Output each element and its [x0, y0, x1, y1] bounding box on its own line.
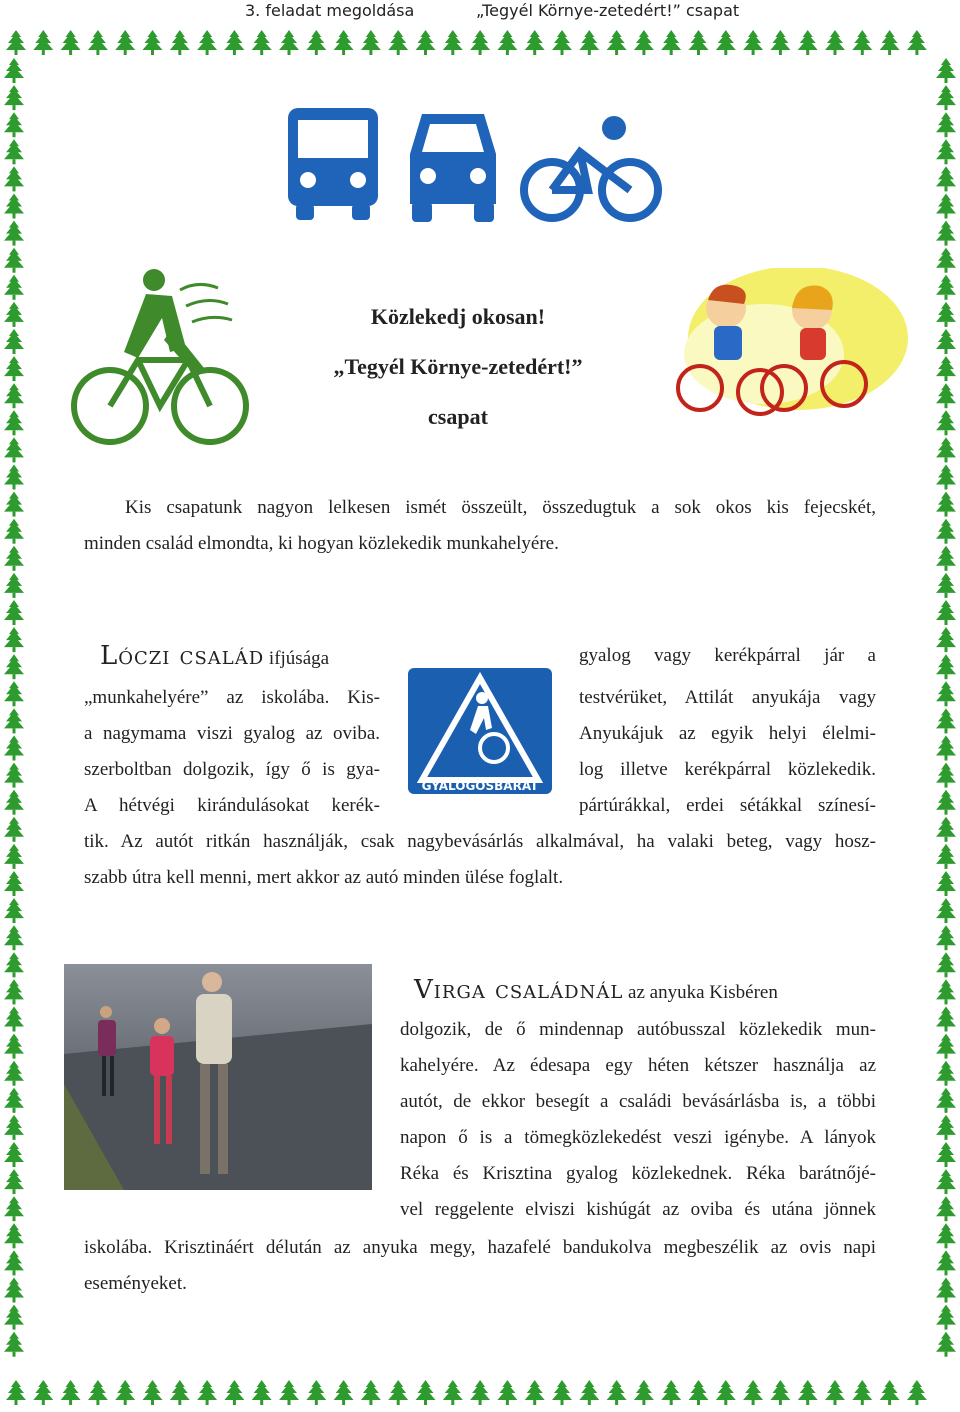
pine-tree-icon: [306, 30, 326, 55]
pine-tree-icon: [525, 30, 545, 55]
pine-tree-icon: [4, 302, 24, 327]
pine-tree-icon: [497, 30, 517, 55]
pine-tree-icon: [936, 1169, 956, 1194]
loczi-left-3: szerboltban dolgozik, így ő is gya-: [84, 759, 380, 780]
pine-tree-icon: [388, 30, 408, 55]
pine-tree-icon: [936, 790, 956, 815]
pine-tree-icon: [279, 1380, 299, 1405]
header-right: „Tegyél Környe-zetedért!” csapat: [476, 1, 740, 20]
pine-tree-icon: [4, 58, 24, 83]
pine-tree-icon: [4, 736, 24, 761]
virga-full-1: eseményeket.: [84, 1273, 187, 1294]
pine-tree-icon: [361, 30, 381, 55]
pine-tree-icon: [689, 30, 709, 55]
pine-tree-icon: [936, 1278, 956, 1303]
pine-tree-icon: [936, 221, 956, 246]
loczi-left-0: ifjúsága: [268, 648, 330, 669]
loczi-right-1: testvérüket, Attilát anyukája vagy: [579, 687, 876, 708]
virga-line-0: dolgozik, de ő mindennap autóbusszal közlekedik mun-: [400, 1019, 876, 1040]
pine-tree-icon: [4, 139, 24, 164]
pine-tree-icon: [936, 844, 956, 869]
pine-tree-icon: [743, 1380, 763, 1405]
pine-tree-icon: [4, 1169, 24, 1194]
pine-tree-icon: [6, 1380, 26, 1405]
pine-tree-icon: [936, 1088, 956, 1113]
pine-tree-icon: [936, 302, 956, 327]
pine-tree-icon: [4, 1305, 24, 1330]
pine-tree-icon: [6, 30, 26, 55]
pine-tree-icon: [579, 1380, 599, 1405]
pine-tree-icon: [33, 1380, 53, 1405]
pine-tree-icon: [936, 58, 956, 83]
pine-tree-icon: [936, 1196, 956, 1221]
title-line-2: „Tegyél Környe-zetedért!”: [333, 354, 583, 379]
title-line-3: csapat: [428, 404, 488, 429]
pine-tree-icon: [936, 85, 956, 110]
pine-tree-icon: [252, 30, 272, 55]
pine-tree-icon: [197, 1380, 217, 1405]
family-walking-photo: [64, 964, 372, 1190]
pine-tree-icon: [470, 30, 490, 55]
pine-tree-icon: [936, 519, 956, 544]
pine-tree-icon: [634, 1380, 654, 1405]
loczi-left-1: „munkahelyére” az iskolába. Kis-: [84, 687, 380, 708]
pine-tree-icon: [33, 30, 53, 55]
virga-line-5: vel reggelente elviszi kishúgát az oviba és utána jönnek: [400, 1199, 876, 1220]
pine-tree-icon: [743, 30, 763, 55]
pine-tree-icon: [4, 492, 24, 517]
pine-tree-icon: [936, 736, 956, 761]
pine-tree-icon: [4, 437, 24, 462]
title-line-1: Közlekedj okosan!: [370, 304, 546, 329]
pine-tree-icon: [936, 925, 956, 950]
pine-tree-icon: [4, 627, 24, 652]
pine-tree-icon: [907, 1380, 927, 1405]
pine-tree-icon: [4, 194, 24, 219]
loczi-left-2: a nagymama viszi gyalog az oviba.: [84, 723, 380, 744]
pine-tree-icon: [4, 85, 24, 110]
pine-tree-icon: [770, 30, 790, 55]
intro-line-1: Kis csapatunk nagyon lelkesen ismét összeült, összedugtuk a sok okos kis fejecskét,: [125, 497, 876, 518]
pine-tree-icon: [936, 1061, 956, 1086]
pine-tree-icon: [4, 1061, 24, 1086]
page-header: [0, 0, 960, 22]
pine-tree-icon: [4, 1115, 24, 1140]
pine-tree-icon: [115, 1380, 135, 1405]
virga-line-3: napon ő is a tömegközlekedést veszi igénybe. A lányok: [400, 1127, 876, 1148]
pine-tree-icon: [4, 112, 24, 137]
pine-tree-icon: [4, 166, 24, 191]
pine-tree-icon: [936, 546, 956, 571]
pine-tree-icon: [825, 1380, 845, 1405]
pine-tree-icon: [936, 1250, 956, 1275]
pine-tree-icon: [61, 30, 81, 55]
pine-tree-icon: [4, 681, 24, 706]
pine-tree-icon: [936, 194, 956, 219]
pine-tree-icon: [852, 1380, 872, 1405]
virga-first-line: [414, 972, 876, 1011]
pine-tree-icon: [4, 1088, 24, 1113]
pine-tree-icon: [416, 1380, 436, 1405]
pine-tree-icon: [4, 654, 24, 679]
pine-tree-icon: [197, 30, 217, 55]
virga-line-1: kahelyére. Az édesapa egy héten kétszer használja az: [400, 1055, 876, 1076]
pedestrian-friendly-sign: [408, 668, 552, 794]
pine-tree-icon: [936, 383, 956, 408]
pine-tree-icon: [4, 600, 24, 625]
pine-tree-icon: [115, 30, 135, 55]
pine-tree-icon: [497, 1380, 517, 1405]
loczi-left-4: A hétvégi kirándulásokat kerék-: [84, 795, 380, 816]
pine-tree-icon: [4, 410, 24, 435]
pine-tree-icon: [936, 410, 956, 435]
loczi-right-0: gyalog vagy kerékpárral jár a: [579, 645, 876, 666]
pine-tree-icon: [443, 30, 463, 55]
pine-tree-icon: [4, 329, 24, 354]
pine-tree-icon: [4, 573, 24, 598]
pine-tree-icon: [825, 30, 845, 55]
pine-tree-icon: [4, 1196, 24, 1221]
pine-tree-icon: [936, 248, 956, 273]
pine-tree-icon: [61, 1380, 81, 1405]
pine-tree-icon: [936, 329, 956, 354]
pine-tree-icon: [4, 1223, 24, 1248]
pine-tree-icon: [4, 221, 24, 246]
pine-tree-icon: [143, 30, 163, 55]
pine-tree-icon: [936, 275, 956, 300]
intro-line-2: minden család elmondta, ki hogyan közlekedik munkahelyére.: [84, 533, 559, 554]
pine-tree-icon: [798, 1380, 818, 1405]
loczi-full-1: szabb útra kell menni, mert akkor az autó minden ülése foglalt.: [84, 867, 564, 888]
pine-tree-icon: [4, 817, 24, 842]
pine-tree-icon: [936, 763, 956, 788]
virga-line-4: Réka és Krisztina gyalog közlekednek. Réka barátnőjé-: [400, 1163, 876, 1184]
pine-tree-icon: [4, 356, 24, 381]
pine-tree-icon: [279, 30, 299, 55]
pine-tree-icon: [936, 898, 956, 923]
header-left: 3. feladat megoldása: [245, 1, 415, 20]
pine-tree-icon: [4, 898, 24, 923]
pine-tree-icon: [936, 979, 956, 1004]
pine-tree-icon: [170, 1380, 190, 1405]
pine-tree-icon: [4, 925, 24, 950]
pine-tree-icon: [4, 1034, 24, 1059]
pine-tree-icon: [4, 546, 24, 571]
pine-tree-icon: [4, 383, 24, 408]
virga-first-rest: az anyuka Kisbéren: [628, 982, 778, 1003]
pine-tree-icon: [936, 600, 956, 625]
pine-tree-icon: [936, 952, 956, 977]
pine-tree-icon: [936, 492, 956, 517]
pine-tree-icon: [689, 1380, 709, 1405]
pine-tree-icon: [306, 1380, 326, 1405]
pine-tree-icon: [4, 763, 24, 788]
pine-tree-icon: [936, 139, 956, 164]
pine-tree-icon: [607, 1380, 627, 1405]
car-icon: [408, 114, 498, 222]
pine-tree-icon: [936, 654, 956, 679]
pine-tree-icon: [4, 790, 24, 815]
pine-tree-icon: [4, 1250, 24, 1275]
pine-tree-icon: [224, 30, 244, 55]
loczi-first-line: [100, 638, 380, 677]
pine-tree-icon: [880, 1380, 900, 1405]
pine-tree-icon: [936, 166, 956, 191]
pine-tree-icon: [4, 979, 24, 1004]
sign-label: GYALOGOSBARÁT: [421, 779, 539, 793]
loczi-right-2: Anyukájuk az egyik helyi élelmi-: [579, 723, 876, 744]
pine-tree-icon: [4, 1142, 24, 1167]
pine-tree-icon: [936, 1007, 956, 1032]
pine-tree-icon: [4, 1278, 24, 1303]
pine-tree-icon: [443, 1380, 463, 1405]
pine-tree-icon: [770, 1380, 790, 1405]
loczi-full-0: tik. Az autót ritkán használják, csak nagybevásárlás alkalmával, ha valaki beteg, vagy hosz-: [84, 831, 876, 852]
pine-tree-icon: [143, 1380, 163, 1405]
pine-tree-icon: [525, 1380, 545, 1405]
pine-tree-icon: [88, 30, 108, 55]
pine-tree-icon: [552, 30, 572, 55]
pine-tree-icon: [252, 1380, 272, 1405]
bicycle-icon: [520, 112, 662, 224]
pine-tree-icon: [936, 1115, 956, 1140]
pine-tree-icon: [936, 871, 956, 896]
pine-tree-icon: [661, 1380, 681, 1405]
kids-on-bikes-illustration: [664, 268, 908, 438]
pine-tree-icon: [907, 30, 927, 55]
pine-tree-icon: [716, 30, 736, 55]
pine-tree-icon: [4, 1007, 24, 1032]
pine-tree-icon: [4, 275, 24, 300]
pine-tree-icon: [936, 437, 956, 462]
pine-tree-icon: [936, 465, 956, 490]
pine-tree-icon: [852, 30, 872, 55]
pine-tree-icon: [579, 30, 599, 55]
pine-tree-icon: [470, 1380, 490, 1405]
pine-tree-icon: [936, 1034, 956, 1059]
virga-full-0: iskolába. Krisztináért délután az anyuka megy, hazafelé bandukolva megbeszélik az ovis napi: [84, 1237, 876, 1258]
pine-tree-icon: [880, 30, 900, 55]
pine-tree-icon: [716, 1380, 736, 1405]
loczi-right-3: log illetve kerékpárral közlekedik.: [579, 759, 876, 780]
pine-tree-icon: [88, 1380, 108, 1405]
pine-tree-icon: [552, 1380, 572, 1405]
pine-tree-icon: [936, 573, 956, 598]
pine-tree-icon: [4, 708, 24, 733]
pine-tree-icon: [170, 30, 190, 55]
pine-tree-icon: [416, 30, 436, 55]
pine-tree-icon: [661, 30, 681, 55]
pine-tree-icon: [634, 30, 654, 55]
pine-tree-icon: [4, 465, 24, 490]
pine-tree-icon: [936, 817, 956, 842]
pine-tree-icon: [936, 1223, 956, 1248]
bus-icon: [288, 108, 378, 220]
pine-tree-icon: [607, 30, 627, 55]
pine-tree-icon: [4, 248, 24, 273]
pine-tree-icon: [936, 1142, 956, 1167]
pine-tree-icon: [4, 519, 24, 544]
pine-tree-icon: [798, 30, 818, 55]
pine-tree-icon: [936, 1305, 956, 1330]
pine-tree-icon: [936, 356, 956, 381]
pine-tree-icon: [4, 952, 24, 977]
virga-family-name: Virga családnál: [414, 975, 624, 1005]
pine-tree-icon: [936, 1332, 956, 1357]
pine-tree-icon: [936, 708, 956, 733]
pine-tree-icon: [936, 112, 956, 137]
pine-tree-icon: [936, 681, 956, 706]
pine-tree-icon: [224, 1380, 244, 1405]
pine-tree-icon: [4, 871, 24, 896]
pine-tree-icon: [361, 1380, 381, 1405]
pine-tree-icon: [334, 1380, 354, 1405]
pine-tree-icon: [4, 844, 24, 869]
pine-tree-icon: [334, 30, 354, 55]
pine-tree-icon: [936, 627, 956, 652]
loczi-family-name: Lóczi család: [100, 641, 265, 671]
pine-tree-icon: [388, 1380, 408, 1405]
pine-tree-icon: [4, 1332, 24, 1357]
loczi-right-4: pártúrákkal, erdei sétákkal színesí-: [579, 795, 876, 816]
cyclist-icon: [68, 268, 250, 448]
virga-line-2: autót, de ekkor besegít a családi bevásárlásba is, a többi: [400, 1091, 876, 1112]
